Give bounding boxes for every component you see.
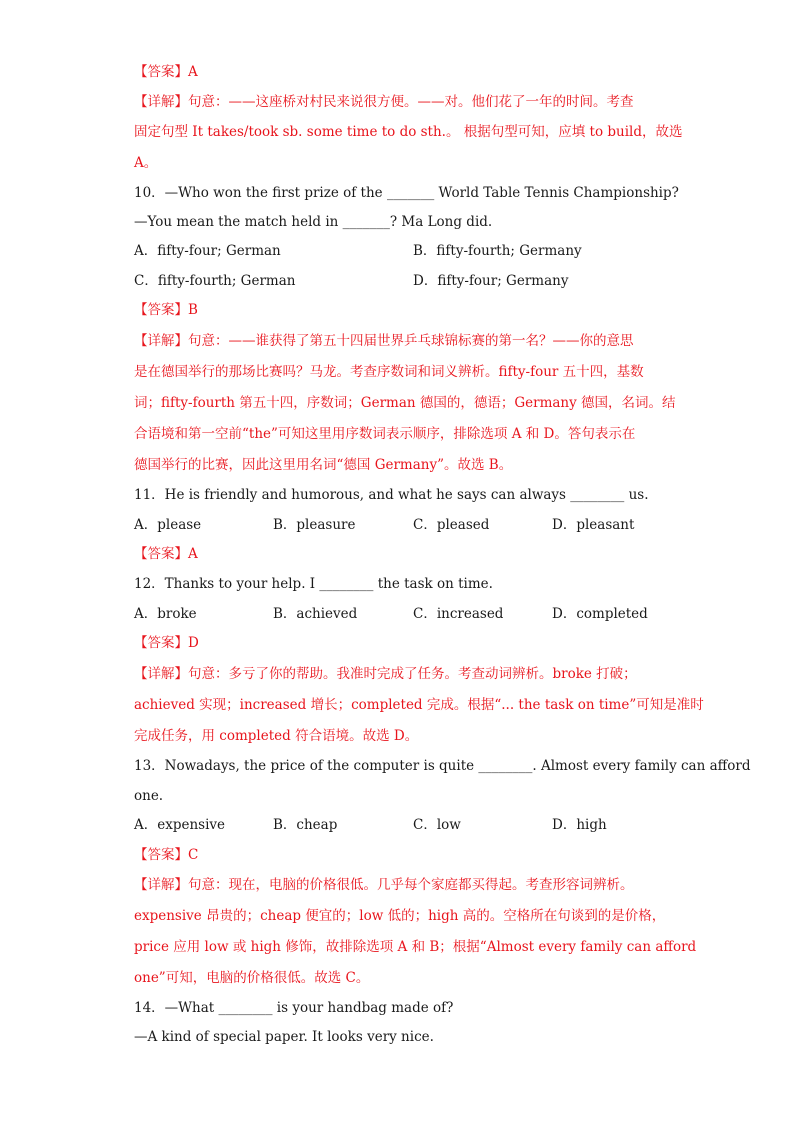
- explanation-line: 完成任务，用 completed 符合语境。故选 D。: [134, 728, 419, 744]
- option-d: D．fifty-four; Germany: [413, 273, 569, 289]
- question-stem: one.: [134, 788, 164, 804]
- option-c: C．increased: [413, 606, 504, 622]
- explanation-line: 【详解】句意：——谁获得了第五十四届世界乒乓球锦标赛的第一名？——你的意思: [134, 333, 634, 349]
- answer-label: 【答案】A: [134, 546, 198, 562]
- option-c: C．fifty-fourth; German: [134, 273, 296, 289]
- option-b: B．cheap: [273, 817, 338, 833]
- option-a: A．broke: [134, 606, 197, 622]
- explanation-line: 固定句型 It takes/took sb. some time to do sth.。 根据句型可知，应填 to build，故选: [134, 124, 683, 140]
- explanation-line: 【详解】句意：——这座桥对村民来说很方便。——对。他们花了一年的时间。考查: [134, 94, 634, 110]
- explanation-line: A。: [134, 155, 158, 171]
- question-stem: 14．—What ________ is your handbag made of?: [134, 1000, 454, 1016]
- explanation-line: 德国举行的比赛，因此这里用名词“德国 Germany”。故选 B。: [134, 457, 513, 473]
- explanation-line: 【详解】句意：现在，电脑的价格很低。几乎每个家庭都买得起。考查形容词辨析。: [134, 877, 634, 893]
- question-stem: 11．He is friendly and humorous, and what he says can always ________ us.: [134, 487, 649, 503]
- option-c: C．pleased: [413, 517, 490, 533]
- answer-label: 【答案】C: [134, 847, 199, 863]
- option-b: B．achieved: [273, 606, 358, 622]
- explanation-line: 【详解】句意：多亏了你的帮助。我准时完成了任务。考查动词辨析。broke 打破；: [134, 666, 637, 682]
- option-d: D．high: [552, 817, 607, 833]
- answer-label: 【答案】A: [134, 64, 198, 80]
- question-stem: 10．—Who won the first prize of the _______ World Table Tennis Championship?: [134, 185, 679, 201]
- question-stem: —You mean the match held in _______? Ma Long did.: [134, 214, 493, 230]
- question-stem: —A kind of special paper. It looks very nice.: [134, 1029, 434, 1045]
- option-a: A．fifty-four; German: [134, 243, 281, 259]
- answer-label: 【答案】D: [134, 635, 199, 651]
- option-b: B．fifty-fourth; Germany: [413, 243, 582, 259]
- answer-label: 【答案】B: [134, 302, 198, 318]
- option-a: A．please: [134, 517, 202, 533]
- question-stem: 12．Thanks to your help. I ________ the task on time.: [134, 576, 493, 592]
- explanation-line: expensive 昂贵的；cheap 便宜的；low 低的；high 高的。空格所在句谈到的是价格，: [134, 908, 666, 924]
- explanation-line: 是在德国举行的那场比赛吗？马龙。考查序数词和词义辨析。fifty-four 五十四，基数: [134, 364, 644, 380]
- explanation-line: 词；fifty-fourth 第五十四，序数词；German 德国的，德语；Germany 德国，名词。结: [134, 395, 676, 411]
- explanation-line: 合语境和第一空前“the”可知这里用序数词表示顺序，排除选项 A 和 D。答句表示在: [134, 426, 636, 442]
- option-d: D．completed: [552, 606, 648, 622]
- explanation-line: one”可知，电脑的价格很低。故选 C。: [134, 970, 370, 986]
- explanation-line: price 应用 low 或 high 修饰，故排除选项 A 和 B；根据“Almost every family can afford: [134, 939, 697, 955]
- option-d: D．pleasant: [552, 517, 635, 533]
- option-c: C．low: [413, 817, 461, 833]
- option-b: B．pleasure: [273, 517, 356, 533]
- question-stem: 13．Nowadays, the price of the computer is quite ________. Almost every family can afford: [134, 758, 751, 774]
- explanation-line: achieved 实现；increased 增长；completed 完成。根据“... the task on time”可知是准时: [134, 697, 704, 713]
- option-a: A．expensive: [134, 817, 226, 833]
